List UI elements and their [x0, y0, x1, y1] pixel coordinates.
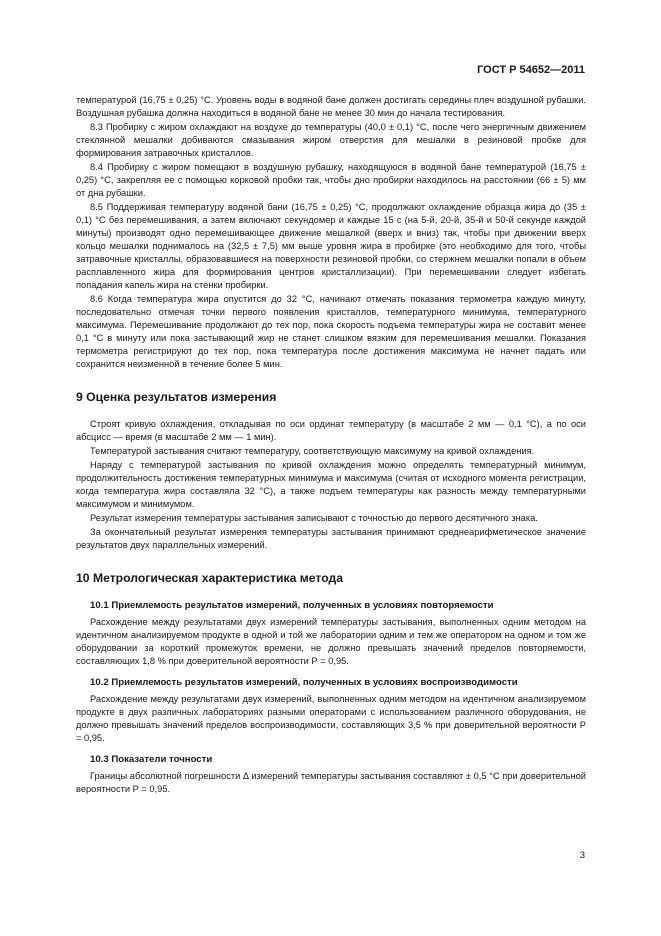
section-10-heading: 10 Метрологическая характеристика метода [76, 571, 344, 585]
subsection-10-2-text: Расхождение между результатами двух измерений, выполненных одним методом на идентичном анализируемом продукте в двух различных лабораториях разными операторами с использованием различного оборудования, не должно превышать значений пределов воспроизводимости, составляющих 3,5 % при доверительной вероятности Р = 0,95. [76, 694, 586, 743]
document-header: ГОСТ Р 54652—2011 [477, 64, 585, 76]
paragraph-8-4: 8.4 Пробирку с жиром помещают в воздушную рубашку, находящуюся в водяной бане температурой (16,75 ± 0,25) °С, закрепляя ее с помощью корковой пробки так, чтобы дно пробирки находилось на расстоянии (66 ± 5) мм от дна рубашки. [76, 162, 586, 198]
paragraph-8-5: 8.5 Поддерживая температуру водяной бани (16,75 ± 0,25) °С, продолжают охлаждение образца жира до (35 ± 0,1) °С без перемешивания, а затем включают секундомер и каждые 15 с (на 5-й, 20-й, 35-й и 50-й секунде каждой минуты) производят одно перемешивающее движение мешалкой (вверх и вниз) так, чтобы при движении вверх кольцо мешалки поднималось на (32,5 ± 7,5) мм выше уровня жира в пробирке (это необходимо для того, чтобы затравочные кристаллы, образовавшиеся на поверхности резиновой пробки, со стержнем мешалки попали в объем расплавленного жира для формирования центров кристаллизации). При перемешивании следует избегать попадания капель жира на стенки пробирки. [76, 202, 586, 290]
section-9-paragraph-5: За окончательный результат измерения температуры застывания принимают среднеарифметическое значение результатов двух параллельных измерений. [76, 527, 586, 550]
page-number: 3 [579, 850, 585, 861]
paragraph-8-3: 8.3 Пробирку с жиром охлаждают на воздухе до температуры (40,0 ± 0,1) °С, после чего энергичным движением стеклянной мешалки добиваются смазывания жиром отверстия для мешалки в резиновой пробке для формирования затравочных кристаллов. [76, 122, 586, 158]
paragraph-8-6: 8.6 Когда температура жира опустится до 32 °С, начинают отмечать показания термометра каждую минуту, последовательно отмечая точки первого появления кристаллов, температурного минимума, температурного максимума. Перемешивание продолжают до тех пор, пока скорость подъема температуры жира не составит менее 0,1 °С в минуту или пока застывающий жир не станет слишком вязким для перемешивания мешалки. Показания термометра регистрируют до тех пор, пока температура после достижения максимума не начнет падать или сохранится неизменной в течение более 5 мин. [76, 294, 586, 369]
subsection-10-2-heading: 10.2 Приемлемость результатов измерений, полученных в условиях воспроизводимости [90, 677, 518, 688]
subsection-10-3-heading: 10.3 Показатели точности [90, 754, 213, 765]
paragraph-8-2-continuation: температурой (16,75 ± 0,25) °С. Уровень воды в водяной бане должен достигать середины плеч воздушной рубашки. Воздушная рубашка должна находиться в водяной бане не менее 30 мин до начала тестирования. [76, 95, 586, 118]
page-content [76, 94, 586, 797]
subsection-10-1-text: Расхождение между результатами двух измерений температуры застывания, выполненных одним методом на идентичном анализируемом продукте в одной и той же лаборатории одним и тем же оператором на одном и том же оборудовании за короткий промежуток времени, не должно превышать значений пределов повторяемости, составляющих 1,8 % при доверительной вероятности Р = 0,95. [76, 617, 586, 666]
section-9-paragraph-2: Температурой застывания считают температуру, соответствующую максимуму на кривой охлаждения. [90, 446, 535, 456]
subsection-10-1-heading: 10.1 Приемлемость результатов измерений, полученных в условиях повторяемости [90, 600, 494, 611]
section-9-paragraph-3: Наряду с температурой застывания по кривой охлаждения можно определять температурный минимум, продолжительность достижения температурных минимума и максимума (считая от исходного момента регистрации, когда температура жира составляла 32 °С), а также подъем температуры как разность между температурными максимумом и минимумом. [76, 460, 586, 509]
subsection-10-3-text: Границы абсолютной погрешности Δ измерений температуры застывания составляют ± 0,5 °С при доверительной вероятности Р = 0,95. [76, 771, 586, 794]
section-9-heading: 9 Оценка результатов измерения [76, 390, 277, 404]
section-9-paragraph-1: Строят кривую охлаждения, откладывая по оси ординат температуру (в масштабе 2 мм — 0,1 °С), а по оси абсцисс — время (в масштабе 2 мм — 1 мин). [76, 419, 586, 442]
section-9-paragraph-4: Результат измерения температуры застывания записывают с точностью до первого десятичного знака. [90, 513, 538, 523]
